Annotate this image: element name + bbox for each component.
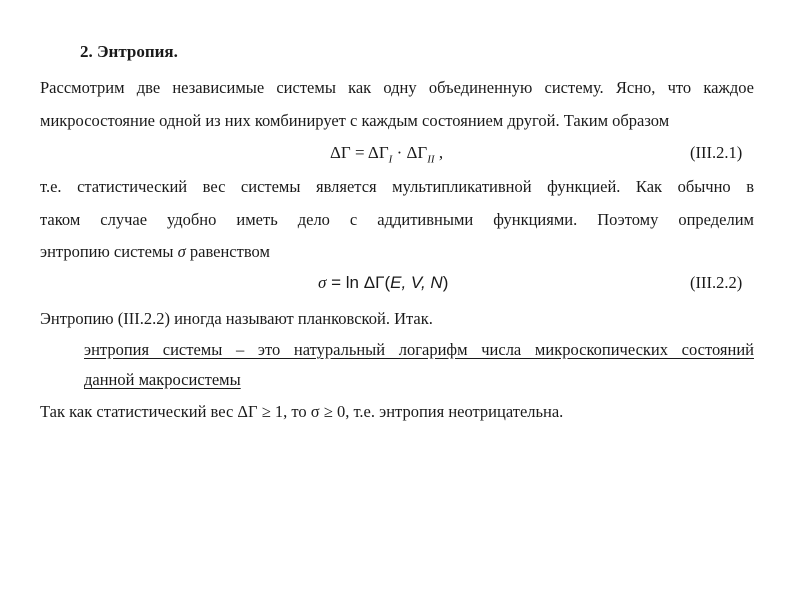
equation-1-mid: · ΔΓ bbox=[392, 143, 428, 162]
equation-2-sigma: σ bbox=[318, 273, 327, 292]
equation-2-ln: = ln ΔΓ( bbox=[326, 273, 391, 292]
final-sentence: Так как статистический вес ΔΓ ≥ 1, то σ ≥ 0, т.е. энтропия неотрицательна. bbox=[40, 402, 564, 421]
equation-1 bbox=[330, 142, 443, 170]
paragraph-2-line-3 bbox=[40, 242, 754, 262]
paragraph-3: Энтропию (III.2.2) иногда называют планковской. Итак. bbox=[40, 309, 433, 328]
sigma-symbol: σ bbox=[177, 242, 186, 261]
equation-2-close: ) bbox=[442, 273, 449, 292]
paragraph-1-line-2: микросостояние одной из них комбинирует с каждым состоянием другой. Таким образом bbox=[40, 111, 670, 130]
paragraph-2-line-3-post: равенством bbox=[185, 242, 270, 261]
equation-1-tail: , bbox=[434, 143, 444, 162]
equation-1-sub-2: II bbox=[427, 153, 435, 166]
paragraph-2-line-3-pre: энтропию системы bbox=[40, 242, 178, 261]
paragraph-2-line-2: таком случае удобно иметь дело с аддитивными функциями. Поэтому определим bbox=[40, 210, 754, 229]
equation-2 bbox=[318, 272, 448, 294]
definition-line-2: данной макросистемы bbox=[84, 370, 241, 389]
paragraph-1-line-1: Рассмотрим две независимые системы как одну объединенную систему. Ясно, что каждое bbox=[40, 78, 754, 97]
equation-1-number: (III.2.1) bbox=[690, 143, 743, 162]
equation-2-args: E, V, N bbox=[390, 273, 443, 292]
equation-1-sub-1: I bbox=[388, 153, 393, 166]
definition-line-1: энтропия системы – это натуральный логарифм числа микроскопических состояний bbox=[84, 340, 754, 359]
equation-1-lhs: ΔΓ = ΔΓ bbox=[330, 143, 389, 162]
paragraph-2-line-1: т.е. статистический вес системы является мультипликативной функцией. Как обычно в bbox=[40, 177, 754, 196]
equation-2-number: (III.2.2) bbox=[690, 273, 743, 292]
section-heading: 2. Энтропия. bbox=[80, 42, 178, 61]
